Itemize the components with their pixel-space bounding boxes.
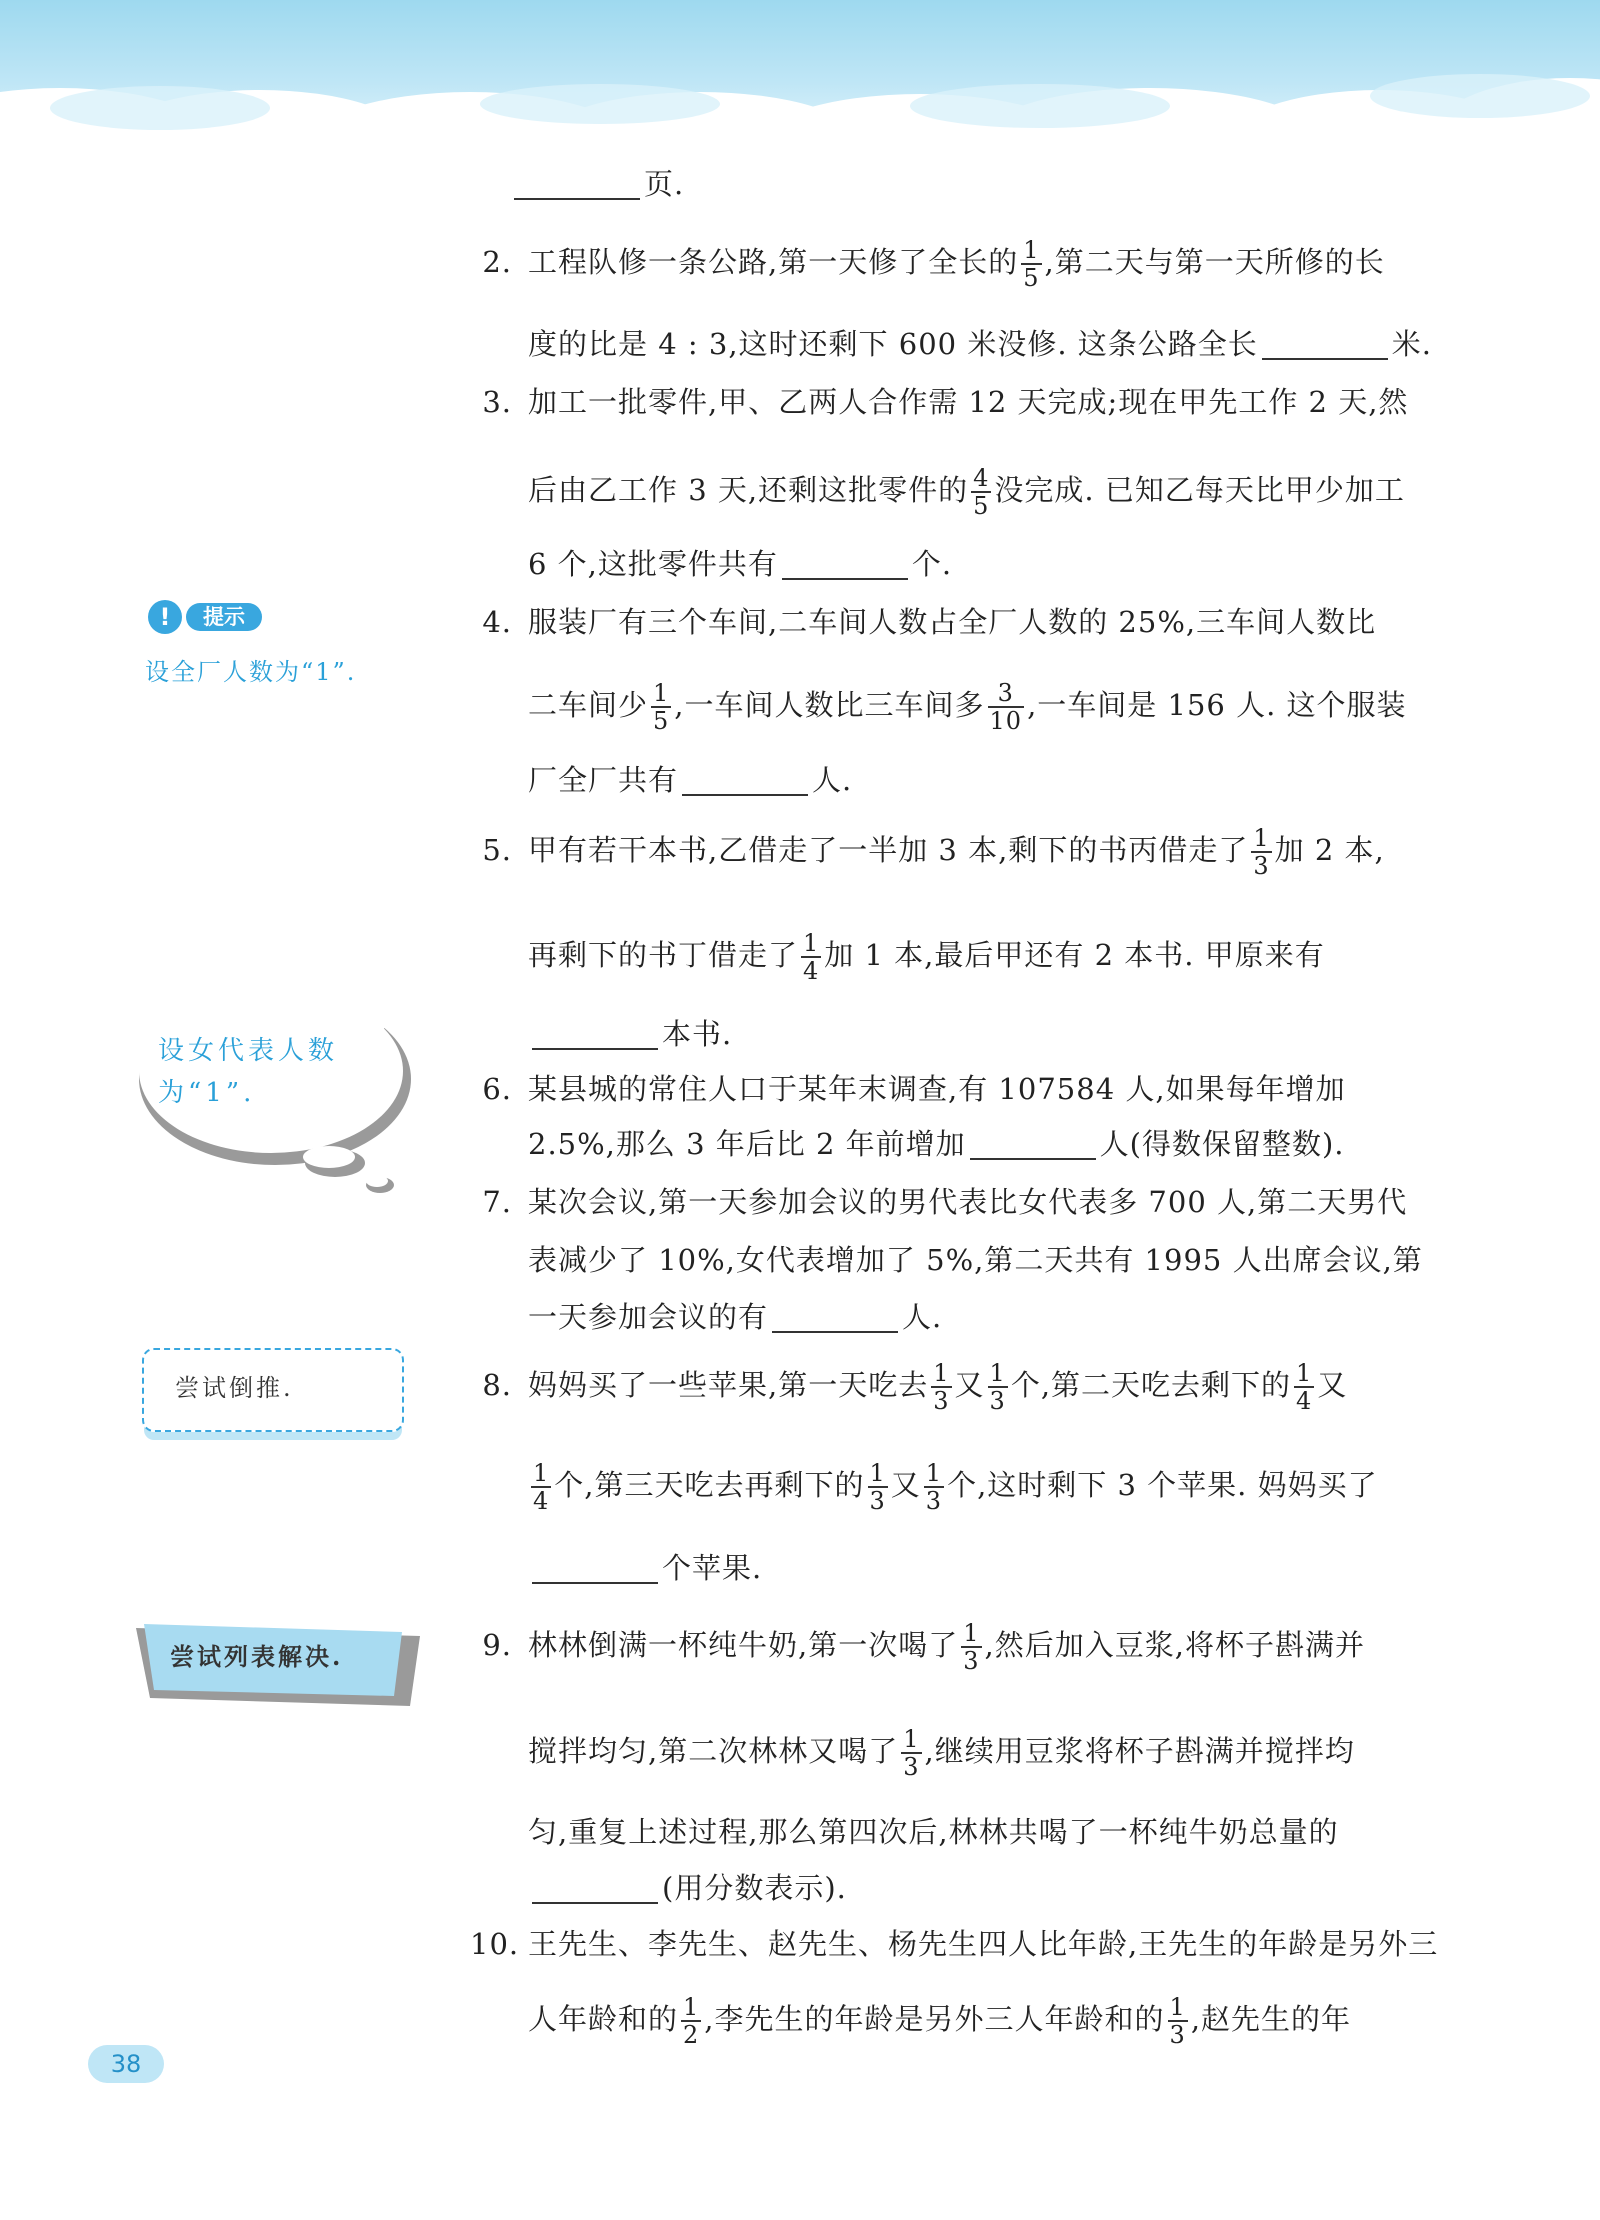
fraction-numerator: 4	[973, 464, 990, 492]
fraction-denominator: 10	[989, 707, 1023, 735]
fraction-denominator: 4	[533, 1487, 550, 1515]
line-text: 又	[890, 1468, 921, 1502]
line-text: ,继续用豆浆将杯子斟满并搅拌均	[924, 1734, 1355, 1768]
question-item	[470, 1620, 1365, 1674]
line-text: 后由乙工作 3 天,还剩这批零件的	[528, 473, 969, 507]
line-text: 表减少了 10%,女代表增加了 5%,第二天共有 1995 人出席会议,第	[528, 1243, 1423, 1277]
question-line	[528, 680, 1407, 734]
fraction-numerator: 1	[683, 1993, 700, 2021]
fraction-denominator: 3	[1253, 852, 1270, 880]
fraction	[1021, 237, 1041, 291]
question-item	[470, 600, 1376, 644]
question-number: 7.	[482, 1185, 512, 1219]
fraction	[988, 680, 1025, 734]
fraction-denominator: 5	[973, 492, 990, 520]
line-text: 人(得数保留整数).	[1099, 1127, 1345, 1161]
fraction-denominator: 2	[683, 2021, 700, 2049]
fraction-numerator: 1	[869, 1459, 886, 1487]
fraction-numerator: 1	[1296, 1359, 1313, 1387]
hint-text-table: 尝试列表解决.	[170, 1642, 344, 1671]
question-line	[528, 542, 952, 586]
fraction	[681, 1994, 701, 2048]
question-item	[470, 1360, 1347, 1414]
line-text: 个,第三天吃去再剩下的	[554, 1468, 865, 1502]
question-item	[470, 1922, 1438, 1966]
line-text: 妈妈买了一些苹果,第一天吃去	[528, 1368, 929, 1402]
fraction-numerator: 1	[1023, 236, 1040, 264]
line-text: 林林倒满一杯纯牛奶,第一次喝了	[528, 1628, 959, 1662]
answer-blank[interactable]	[970, 1128, 1096, 1160]
answer-blank[interactable]	[1262, 328, 1388, 360]
line-text: 人年龄和的	[528, 2002, 679, 2036]
answer-blank[interactable]	[682, 764, 808, 796]
fraction-denominator: 4	[1296, 1387, 1313, 1415]
question-item	[470, 1180, 1407, 1224]
line-text: ,一车间是 156 人. 这个服装	[1027, 688, 1407, 722]
fraction-denominator: 3	[1169, 2021, 1186, 2049]
answer-blank[interactable]	[532, 1872, 658, 1904]
hint-text-reverse: 尝试倒推.	[175, 1374, 294, 1402]
question-line	[528, 465, 1405, 519]
line-text: 王先生、李先生、赵先生、杨先生四人比年龄,王先生的年龄是另外三	[528, 1927, 1439, 1961]
cloud-text: 设女代表人数为“1”.	[158, 1036, 339, 1108]
line-text: 甲有若干本书,乙借走了一半加 3 本,剩下的书丙借走了	[528, 833, 1249, 867]
line-text: 2.5%,那么 3 年后比 2 年前增加	[528, 1127, 966, 1161]
line-text: 个苹果.	[662, 1551, 763, 1585]
fraction	[931, 1360, 951, 1414]
line-text: 个,这时剩下 3 个苹果. 妈妈买了	[947, 1468, 1378, 1502]
line-text: 一天参加会议的有	[528, 1300, 769, 1334]
line-text: ,赵先生的年	[1190, 2002, 1352, 2036]
fraction	[924, 1460, 944, 1514]
question-line	[528, 1460, 1378, 1514]
line-text: 个.	[911, 547, 953, 581]
question-item	[470, 237, 1385, 291]
line-text: 二车间少	[528, 688, 649, 722]
line-text: 人.	[902, 1300, 943, 1334]
tip-label: 提示	[186, 603, 262, 631]
line-text: 米.	[1391, 327, 1432, 361]
tip-text: 设全厂人数为“1”.	[145, 658, 357, 686]
line-text: 匀,重复上述过程,那么第四次后,林林共喝了一杯纯牛奶总量的	[528, 1815, 1339, 1849]
fraction-denominator: 3	[925, 1487, 943, 1515]
tip-badge	[148, 600, 268, 634]
line-text: 工程队修一条公路,第一天修了全长的	[528, 245, 1019, 279]
fraction-numerator: 1	[933, 1359, 950, 1387]
page-number: 38	[88, 2045, 164, 2083]
fraction-numerator: 1	[989, 1359, 1006, 1387]
line-text: 某县城的常住人口于某年末调查,有 107584 人,如果每年增加	[528, 1072, 1346, 1106]
question-line	[528, 322, 1432, 366]
question-number: 5.	[482, 833, 512, 867]
exclamation-icon: !	[148, 600, 182, 634]
fraction	[1294, 1360, 1314, 1414]
question-item	[470, 1067, 1346, 1111]
line-text: 厂全厂共有	[528, 763, 679, 797]
fraction	[1251, 825, 1271, 879]
line-text: ,然后加入豆浆,将杯子斟满并	[984, 1628, 1365, 1662]
fraction-denominator: 3	[989, 1387, 1006, 1415]
question-line	[528, 1810, 1339, 1854]
question-number: 3.	[482, 385, 512, 419]
question-line	[528, 1238, 1423, 1282]
question-line	[528, 758, 852, 802]
question-line	[528, 1012, 732, 1056]
question-line	[528, 1726, 1355, 1780]
line-text: 没完成. 已知乙每天比甲少加工	[994, 473, 1405, 507]
line-text: (用分数表示).	[662, 1871, 847, 1905]
line-text: 页.	[644, 167, 685, 201]
fraction-numerator: 1	[903, 1725, 920, 1753]
fraction-numerator: 3	[997, 679, 1014, 707]
question-number: 4.	[482, 605, 512, 639]
answer-blank[interactable]	[532, 1552, 658, 1584]
fraction	[801, 930, 821, 984]
fraction-numerator: 1	[653, 679, 670, 707]
fraction-denominator: 3	[933, 1387, 950, 1415]
answer-blank[interactable]	[772, 1301, 898, 1333]
fraction	[868, 1460, 888, 1514]
line-text: 个,第二天吃去剩下的	[1010, 1368, 1292, 1402]
fraction-numerator: 1	[963, 1619, 980, 1647]
line-text: 度的比是 4 : 3,这时还剩下 600 米没修. 这条公路全长	[528, 327, 1258, 361]
line-text: ,第二天与第一天所修的长	[1044, 245, 1385, 279]
fraction	[1168, 1994, 1188, 2048]
line-text: 加 1 本,最后甲还有 2 本书. 甲原来有	[824, 938, 1325, 972]
fraction	[901, 1726, 921, 1780]
question-line	[528, 930, 1325, 984]
line-text: 加 2 本,	[1274, 833, 1385, 867]
answer-blank[interactable]	[532, 1018, 658, 1050]
line-text: 服装厂有三个车间,二车间人数占全厂人数的 25%,三车间人数比	[528, 605, 1377, 639]
line-text: 再剩下的书丁借走了	[528, 938, 799, 972]
line-text: ,一车间人数比三车间多	[674, 688, 985, 722]
fraction-numerator: 1	[533, 1459, 550, 1487]
fraction-numerator: 1	[803, 929, 820, 957]
line-text: 加工一批零件,甲、乙两人合作需 12 天完成;现在甲先工作 2 天,然	[528, 385, 1409, 419]
question-number: 10.	[470, 1927, 520, 1961]
question-item	[470, 825, 1385, 879]
fraction-denominator: 5	[1023, 264, 1040, 292]
question-item	[470, 380, 1408, 424]
fraction-denominator: 3	[963, 1647, 980, 1675]
answer-blank[interactable]	[782, 548, 908, 580]
line-text: 搅拌均匀,第二次林林又喝了	[528, 1734, 899, 1768]
line-text: 又	[954, 1368, 985, 1402]
fraction	[531, 1460, 551, 1514]
fraction-denominator: 5	[653, 707, 670, 735]
line-text: 人.	[812, 763, 853, 797]
fraction	[971, 465, 991, 519]
question-number: 2.	[482, 245, 512, 279]
fraction	[988, 1360, 1008, 1414]
continued-answer-line	[510, 162, 684, 206]
fraction	[961, 1620, 981, 1674]
line-text: 6 个,这批零件共有	[528, 547, 778, 581]
question-number: 9.	[482, 1628, 512, 1662]
answer-blank[interactable]	[514, 168, 640, 200]
fraction-denominator: 4	[803, 957, 820, 985]
fraction	[651, 680, 671, 734]
question-number: 8.	[482, 1368, 512, 1402]
line-text: ,李先生的年龄是另外三人年龄和的	[704, 2002, 1165, 2036]
fraction-numerator: 1	[925, 1459, 943, 1487]
fraction-denominator: 3	[903, 1753, 920, 1781]
sky-header-decoration	[0, 0, 1600, 150]
line-text: 又	[1317, 1368, 1348, 1402]
line-text: 本书.	[662, 1017, 733, 1051]
fraction-numerator: 1	[1253, 824, 1270, 852]
fraction-denominator: 3	[869, 1487, 886, 1515]
fraction-numerator: 1	[1169, 1993, 1186, 2021]
question-number: 6.	[482, 1072, 512, 1106]
question-line	[528, 1994, 1351, 2048]
question-line	[528, 1546, 762, 1590]
question-line	[528, 1866, 847, 1910]
question-line	[528, 1122, 1345, 1166]
line-text: 某次会议,第一天参加会议的男代表比女代表多 700 人,第二天男代	[528, 1185, 1408, 1219]
question-line	[528, 1295, 942, 1339]
